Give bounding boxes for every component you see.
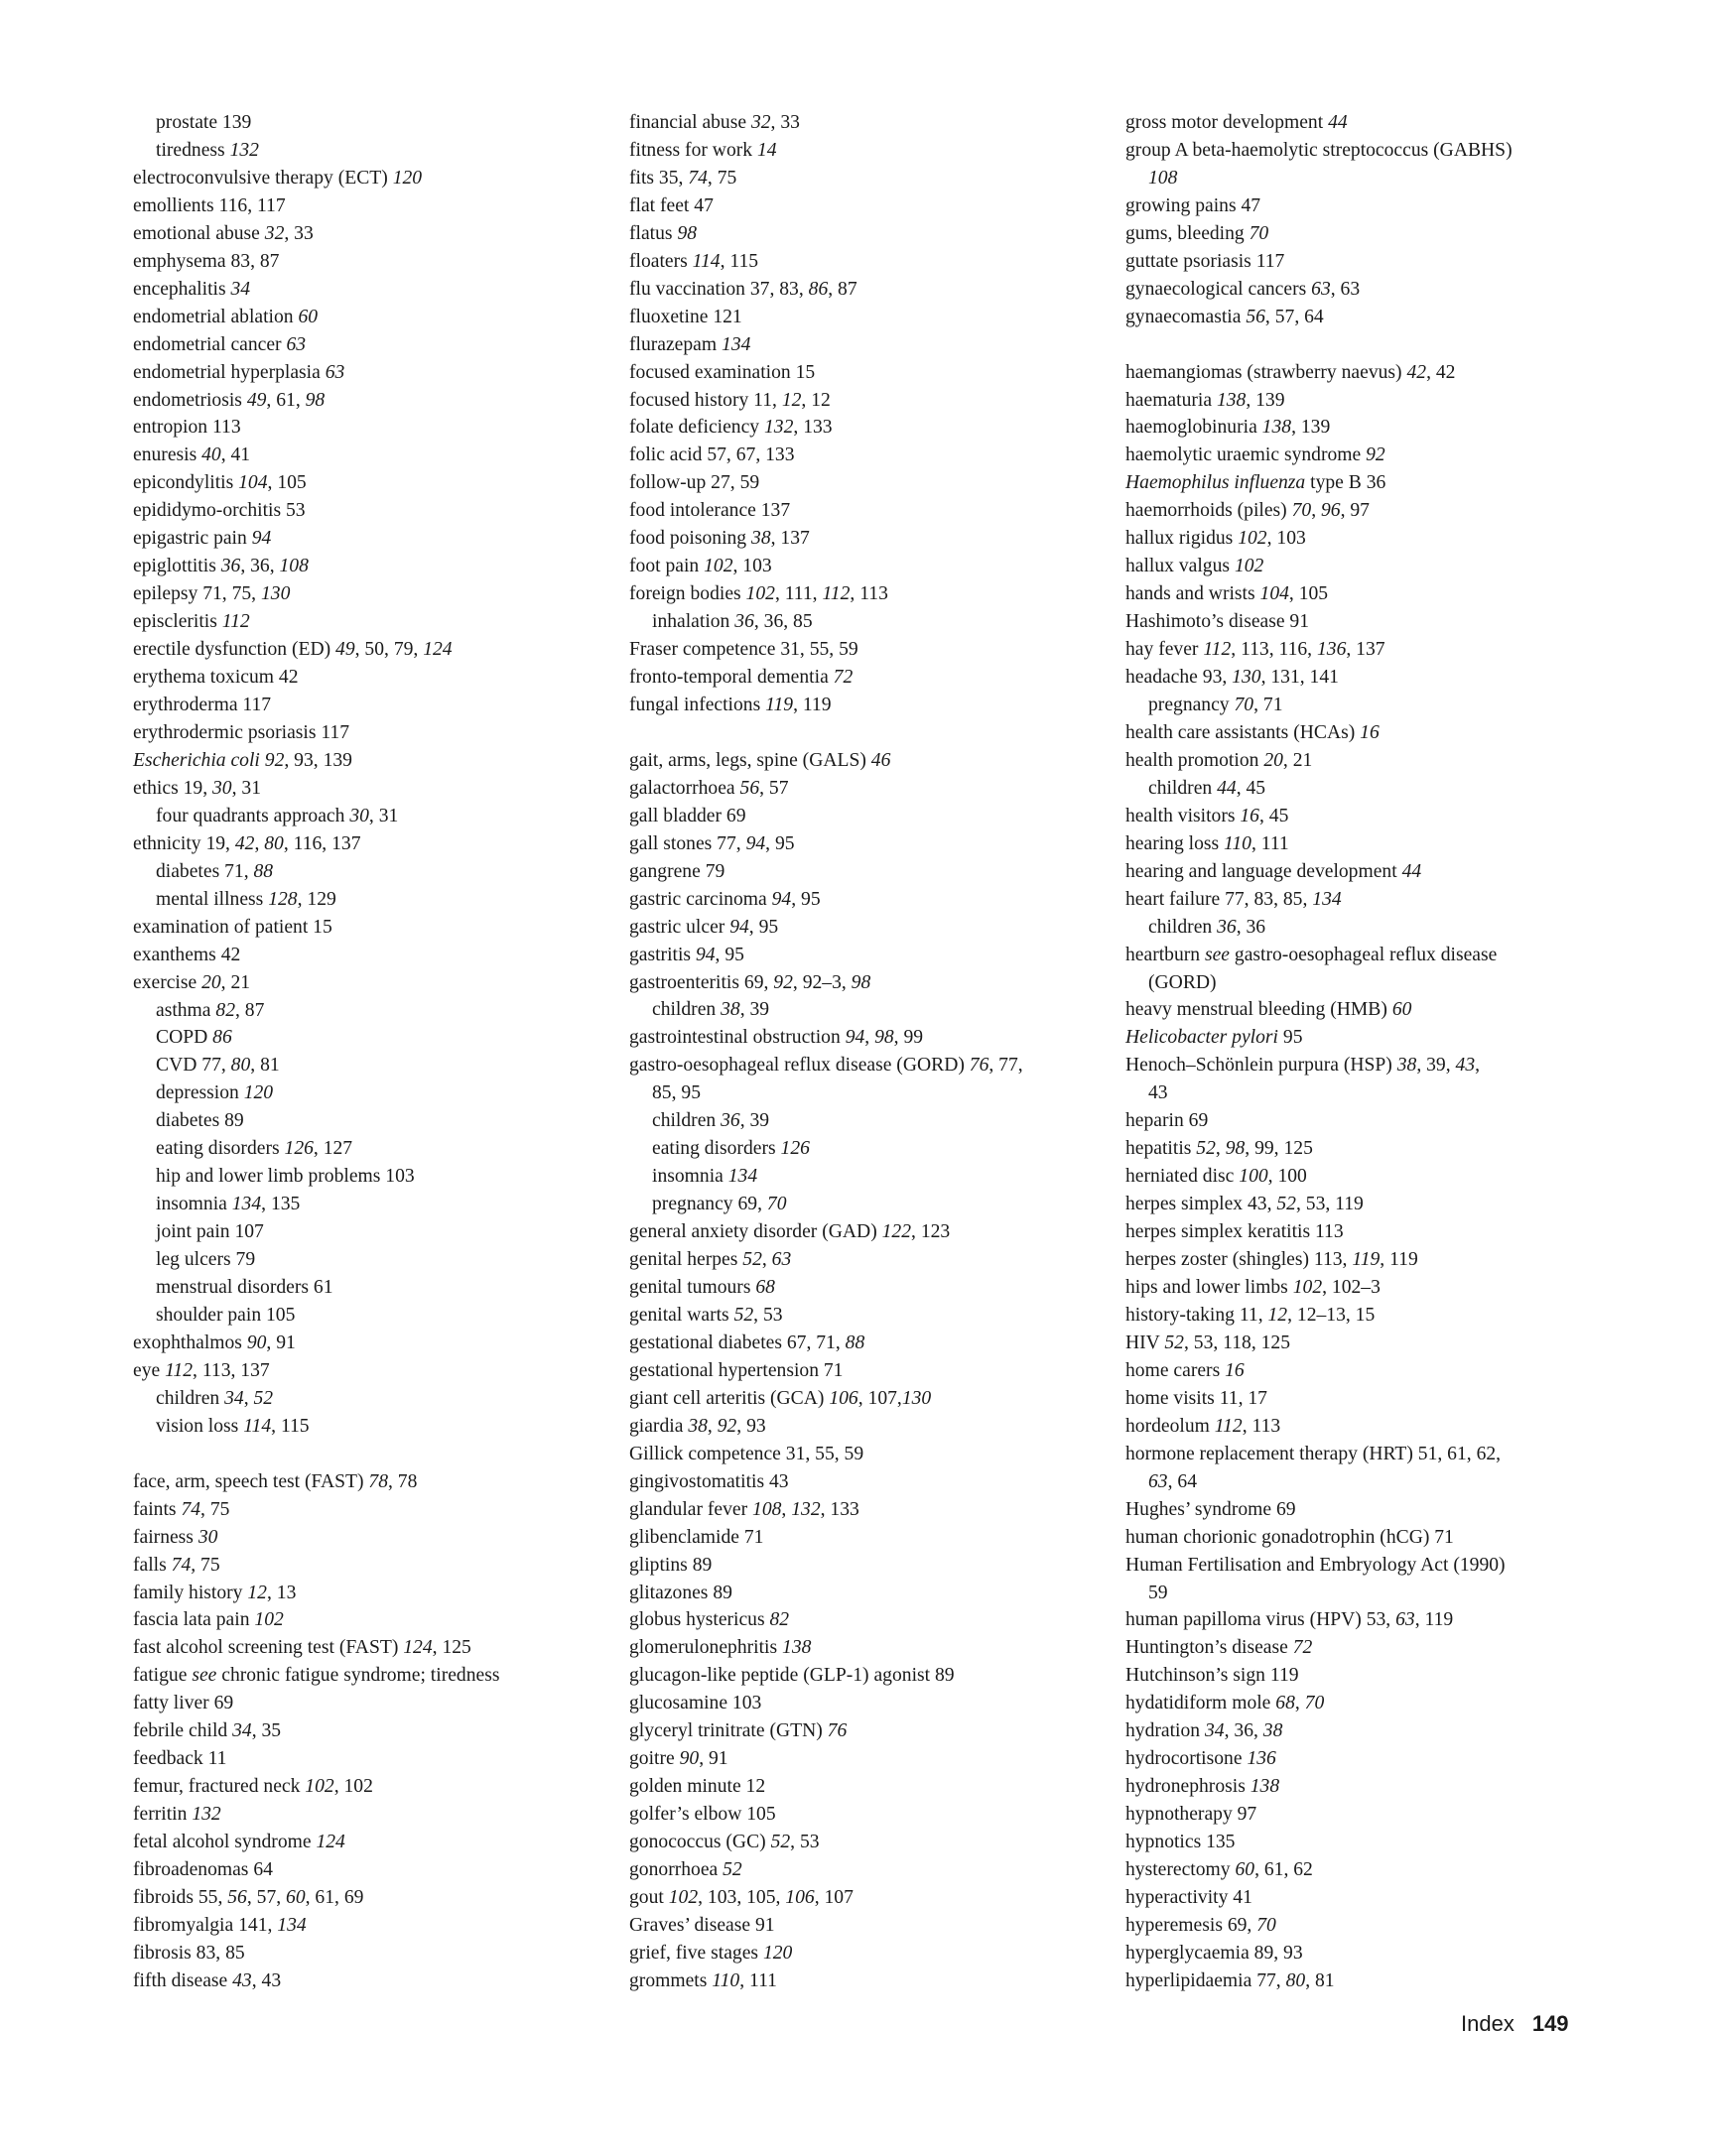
- index-entry: gastric ulcer 94, 95: [629, 916, 779, 938]
- index-entry: genital herpes 52, 63: [629, 1249, 792, 1271]
- index-entry: ethnicity 19, 42, 80, 116, 137: [133, 832, 361, 854]
- index-entry-continuation: (GORD): [1148, 971, 1217, 993]
- section-gap: [133, 1441, 599, 1468]
- index-entry: focused examination 15: [629, 361, 816, 383]
- index-entry: gestational hypertension 71: [629, 1359, 844, 1381]
- index-entry: hallux rigidus 102, 103: [1125, 528, 1306, 550]
- index-entry: haemangiomas (strawberry naevus) 42, 42: [1125, 361, 1456, 383]
- index-entry: hearing and language development 44: [1125, 860, 1422, 882]
- index-entry: foot pain 102, 103: [629, 556, 772, 577]
- index-entry: folate deficiency 132, 133: [629, 417, 833, 439]
- index-entry: heparin 69: [1125, 1110, 1209, 1132]
- index-entry: gall stones 77, 94, 95: [629, 832, 795, 854]
- index-entry: giant cell arteritis (GCA) 106, 107,130: [629, 1387, 932, 1409]
- page-footer: [1461, 2011, 1569, 2037]
- index-entry: epigastric pain 94: [133, 528, 272, 550]
- index-entry: Escherichia coli 92, 93, 139: [133, 749, 352, 771]
- index-entry: genital warts 52, 53: [629, 1304, 783, 1326]
- index-entry: guttate psoriasis 117: [1125, 250, 1285, 272]
- index-entry: human chorionic gonadotrophin (hCG) 71: [1125, 1526, 1454, 1548]
- index-entry: Huntington’s disease 72: [1125, 1637, 1313, 1659]
- index-entry: gait, arms, legs, spine (GALS) 46: [629, 749, 891, 771]
- index-subentry: vision loss 114, 115: [156, 1415, 310, 1437]
- index-entry: heavy menstrual bleeding (HMB) 60: [1125, 999, 1412, 1021]
- index-entry: home visits 11, 17: [1125, 1387, 1267, 1409]
- index-entry: hydration 34, 36, 38: [1125, 1720, 1283, 1742]
- index-entry: ethics 19, 30, 31: [133, 777, 261, 799]
- index-subentry: children 34, 52: [156, 1387, 274, 1409]
- index-entry: gastro-oesophageal reflux disease (GORD) 76, 77,: [629, 1055, 1023, 1077]
- index-entry: focused history 11, 12, 12: [629, 389, 831, 411]
- index-column-1: [133, 109, 599, 1995]
- index-entry: gout 102, 103, 105, 106, 107: [629, 1886, 854, 1908]
- index-entry: gall bladder 69: [629, 805, 746, 826]
- index-entry: family history 12, 13: [133, 1582, 297, 1603]
- index-subentry: diabetes 71, 88: [156, 860, 274, 882]
- index-entry: hips and lower limbs 102, 102–3: [1125, 1277, 1381, 1299]
- index-entry: flatus 98: [629, 222, 698, 244]
- index-entry: flurazepam 134: [629, 333, 751, 355]
- index-entry: glomerulonephritis 138: [629, 1637, 812, 1659]
- index-entry: eye 112, 113, 137: [133, 1359, 270, 1381]
- index-entry: herpes simplex keratitis 113: [1125, 1221, 1344, 1243]
- index-entry: gastric carcinoma 94, 95: [629, 888, 821, 910]
- index-entry: exercise 20, 21: [133, 971, 251, 993]
- index-subentry: children 36, 36: [1148, 916, 1266, 938]
- index-entry: Fraser competence 31, 55, 59: [629, 639, 858, 661]
- index-entry: hay fever 112, 113, 116, 136, 137: [1125, 639, 1385, 661]
- index-subentry: children 36, 39: [652, 1110, 770, 1132]
- index-entry: Gillick competence 31, 55, 59: [629, 1443, 864, 1464]
- index-entry: foreign bodies 102, 111, 112, 113: [629, 583, 888, 605]
- index-entry: Hughes’ syndrome 69: [1125, 1498, 1296, 1520]
- index-entry: face, arm, speech test (FAST) 78, 78: [133, 1470, 418, 1492]
- index-entry: hysterectomy 60, 61, 62: [1125, 1859, 1313, 1881]
- index-entry: human papilloma virus (HPV) 53, 63, 119: [1125, 1609, 1454, 1631]
- index-entry: fungal infections 119, 119: [629, 695, 832, 716]
- index-entry: haemorrhoids (piles) 70, 96, 97: [1125, 500, 1370, 522]
- index-entry: health care assistants (HCAs) 16: [1125, 721, 1380, 743]
- index-entry: gums, bleeding 70: [1125, 222, 1269, 244]
- index-entry: endometrial ablation 60: [133, 306, 319, 327]
- index-entry: folic acid 57, 67, 133: [629, 444, 795, 466]
- index-entry: exophthalmos 90, 91: [133, 1332, 296, 1353]
- index-entry: faints 74, 75: [133, 1498, 230, 1520]
- index-entry: gonorrhoea 52: [629, 1859, 742, 1881]
- index-entry: gynaecological cancers 63, 63: [1125, 278, 1361, 300]
- index-entry: gonococcus (GC) 52, 53: [629, 1832, 820, 1853]
- index-entry: glucosamine 103: [629, 1693, 762, 1714]
- index-entry: hyperlipidaemia 77, 80, 81: [1125, 1969, 1335, 1991]
- index-entry: Hashimoto’s disease 91: [1125, 611, 1310, 633]
- index-entry: hands and wrists 104, 105: [1125, 583, 1329, 605]
- index-entry: erythrodermic psoriasis 117: [133, 721, 350, 743]
- index-entry: heartburn see gastro-oesophageal reflux disease: [1125, 944, 1498, 965]
- index-entry-continuation: 108: [1148, 167, 1178, 189]
- index-entry: gynaecomastia 56, 57, 64: [1125, 306, 1324, 327]
- index-entry: haemolytic uraemic syndrome 92: [1125, 444, 1385, 466]
- index-subentry: mental illness 128, 129: [156, 888, 336, 910]
- index-entry: hallux valgus 102: [1125, 556, 1264, 577]
- index-entry: food poisoning 38, 137: [629, 528, 810, 550]
- index-entry: falls 74, 75: [133, 1554, 220, 1576]
- index-entry: follow-up 27, 59: [629, 472, 760, 494]
- index-entry: fascia lata pain 102: [133, 1609, 284, 1631]
- index-entry: endometrial hyperplasia 63: [133, 361, 345, 383]
- index-subentry: COPD 86: [156, 1027, 232, 1049]
- index-subentry: four quadrants approach 30, 31: [156, 805, 399, 826]
- index-entry: fast alcohol screening test (FAST) 124, 125: [133, 1637, 471, 1659]
- index-column-2: [629, 109, 1106, 1995]
- index-entry: flu vaccination 37, 83, 86, 87: [629, 278, 857, 300]
- index-subentry: children 44, 45: [1148, 777, 1266, 799]
- section-gap: [1125, 331, 1597, 359]
- index-entry: fatty liver 69: [133, 1693, 234, 1714]
- index-entry: gastritis 94, 95: [629, 944, 744, 965]
- index-entry: hyperactivity 41: [1125, 1886, 1252, 1908]
- index-entry: gestational diabetes 67, 71, 88: [629, 1332, 865, 1353]
- index-entry: fetal alcohol syndrome 124: [133, 1832, 345, 1853]
- index-entry: fibrosis 83, 85: [133, 1942, 245, 1964]
- index-entry: floaters 114, 115: [629, 250, 759, 272]
- index-entry: hepatitis 52, 98, 99, 125: [1125, 1138, 1313, 1160]
- index-entry: glitazones 89: [629, 1582, 732, 1603]
- index-entry: gross motor development 44: [1125, 112, 1348, 133]
- index-entry: femur, fractured neck 102, 102: [133, 1776, 373, 1798]
- index-entry: gastroenteritis 69, 92, 92–3, 98: [629, 971, 871, 993]
- index-entry: emollients 116, 117: [133, 194, 286, 216]
- index-entry: group A beta-haemolytic streptococcus (GABHS): [1125, 139, 1513, 161]
- index-entry: hormone replacement therapy (HRT) 51, 61, 62,: [1125, 1443, 1502, 1464]
- index-subentry: inhalation 36, 36, 85: [652, 611, 813, 633]
- index-entry: febrile child 34, 35: [133, 1720, 282, 1742]
- index-entry: goitre 90, 91: [629, 1748, 728, 1770]
- index-entry: glibenclamide 71: [629, 1526, 764, 1548]
- index-entry: fibroadenomas 64: [133, 1859, 273, 1881]
- index-entry: hydrocortisone 136: [1125, 1748, 1276, 1770]
- index-subentry: insomnia 134: [652, 1166, 758, 1188]
- index-entry: fluoxetine 121: [629, 306, 742, 327]
- page-number: 149: [1531, 2011, 1569, 2036]
- index-entry: fatigue see chronic fatigue syndrome; tiredness: [133, 1665, 500, 1687]
- index-entry: electroconvulsive therapy (ECT) 120: [133, 167, 423, 189]
- index-entry: entropion 113: [133, 417, 241, 439]
- index-entry: episcleritis 112: [133, 611, 250, 633]
- index-subentry: eating disorders 126: [652, 1138, 810, 1160]
- index-entry: emotional abuse 32, 33: [133, 222, 314, 244]
- index-entry: Helicobacter pylori 95: [1125, 1027, 1303, 1049]
- index-entry: golden minute 12: [629, 1776, 766, 1798]
- index-entry: glandular fever 108, 132, 133: [629, 1498, 859, 1520]
- index-entry: hypnotherapy 97: [1125, 1804, 1257, 1826]
- index-subentry: depression 120: [156, 1082, 274, 1104]
- index-entry: fitness for work 14: [629, 139, 777, 161]
- index-entry: health visitors 16, 45: [1125, 805, 1289, 826]
- index-entry: endometrial cancer 63: [133, 333, 307, 355]
- index-entry: hearing loss 110, 111: [1125, 832, 1289, 854]
- index-entry: hordeolum 112, 113: [1125, 1415, 1281, 1437]
- index-entry: glucagon-like peptide (GLP-1) agonist 89: [629, 1665, 955, 1687]
- index-entry: haemoglobinuria 138, 139: [1125, 417, 1331, 439]
- index-entry: encephalitis 34: [133, 278, 251, 300]
- index-entry: enuresis 40, 41: [133, 444, 251, 466]
- index-entry: Graves’ disease 91: [629, 1914, 775, 1936]
- index-entry: hypnotics 135: [1125, 1832, 1236, 1853]
- index-entry: epicondylitis 104, 105: [133, 472, 307, 494]
- index-subentry: diabetes 89: [156, 1110, 244, 1132]
- index-entry: ferritin 132: [133, 1804, 221, 1826]
- index-entry: fibroids 55, 56, 57, 60, 61, 69: [133, 1886, 364, 1908]
- index-entry: epididymo-orchitis 53: [133, 500, 306, 522]
- index-entry: home carers 16: [1125, 1359, 1245, 1381]
- index-entry: hyperemesis 69, 70: [1125, 1914, 1276, 1936]
- index-entry: health promotion 20, 21: [1125, 749, 1313, 771]
- index-entry: Hutchinson’s sign 119: [1125, 1665, 1299, 1687]
- index-entry: gliptins 89: [629, 1554, 713, 1576]
- index-entry: fairness 30: [133, 1526, 218, 1548]
- index-entry: headache 93, 130, 131, 141: [1125, 667, 1339, 689]
- index-entry: grief, five stages 120: [629, 1942, 793, 1964]
- index-entry: glyceryl trinitrate (GTN) 76: [629, 1720, 848, 1742]
- index-subentry: children 38, 39: [652, 999, 770, 1021]
- index-subentry: shoulder pain 105: [156, 1304, 296, 1326]
- index-column-3: [1125, 109, 1597, 1995]
- index-subentry: eating disorders 126, 127: [156, 1138, 353, 1160]
- index-entry: general anxiety disorder (GAD) 122, 123: [629, 1221, 951, 1243]
- index-subentry: leg ulcers 79: [156, 1249, 256, 1271]
- index-entry: herpes zoster (shingles) 113, 119, 119: [1125, 1249, 1418, 1271]
- footer-label: Index: [1461, 2011, 1514, 2036]
- index-entry: gastrointestinal obstruction 94, 98, 99: [629, 1027, 924, 1049]
- index-subentry: asthma 82, 87: [156, 999, 265, 1021]
- index-entry: genital tumours 68: [629, 1277, 775, 1299]
- index-entry: giardia 38, 92, 93: [629, 1415, 766, 1437]
- index-subentry: hip and lower limb problems 103: [156, 1166, 415, 1188]
- index-entry: endometriosis 49, 61, 98: [133, 389, 326, 411]
- index-subentry: prostate 139: [156, 112, 252, 133]
- index-entry: Henoch–Schönlein purpura (HSP) 38, 39, 43,: [1125, 1055, 1481, 1077]
- index-entry: herpes simplex 43, 52, 53, 119: [1125, 1194, 1364, 1215]
- index-subentry: joint pain 107: [156, 1221, 264, 1243]
- index-entry: gangrene 79: [629, 860, 725, 882]
- index-entry: golfer’s elbow 105: [629, 1804, 776, 1826]
- index-entry: grommets 110, 111: [629, 1969, 777, 1991]
- index-entry-continuation: 43: [1148, 1082, 1168, 1104]
- index-entry: haematuria 138, 139: [1125, 389, 1285, 411]
- index-entry: fits 35, 74, 75: [629, 167, 737, 189]
- index-entry: hydatidiform mole 68, 70: [1125, 1693, 1325, 1714]
- index-entry: fibromyalgia 141, 134: [133, 1914, 307, 1936]
- index-entry: growing pains 47: [1125, 194, 1261, 216]
- index-entry: erythroderma 117: [133, 695, 272, 716]
- index-subentry: pregnancy 70, 71: [1148, 695, 1283, 715]
- index-entry: epiglottitis 36, 36, 108: [133, 556, 309, 577]
- index-entry: erectile dysfunction (ED) 49, 50, 79, 124: [133, 639, 453, 661]
- index-entry: flat feet 47: [629, 194, 714, 216]
- index-entry: financial abuse 32, 33: [629, 112, 800, 133]
- index-entry: hydronephrosis 138: [1125, 1776, 1280, 1798]
- index-entry: examination of patient 15: [133, 916, 332, 938]
- index-entry: Human Fertilisation and Embryology Act (1990): [1125, 1554, 1506, 1576]
- index-entry-continuation: 59: [1148, 1582, 1168, 1603]
- index-subentry: CVD 77, 80, 81: [156, 1055, 280, 1077]
- section-gap: [629, 719, 1106, 747]
- index-entry: feedback 11: [133, 1748, 227, 1770]
- index-entry: exanthems 42: [133, 944, 241, 965]
- index-entry: history-taking 11, 12, 12–13, 15: [1125, 1304, 1376, 1326]
- index-subentry: pregnancy 69, 70: [652, 1194, 787, 1215]
- index-entry: erythema toxicum 42: [133, 667, 299, 689]
- index-subentry: menstrual disorders 61: [156, 1277, 333, 1299]
- index-entry: heart failure 77, 83, 85, 134: [1125, 888, 1342, 910]
- index-entry-continuation: 85, 95: [652, 1082, 701, 1104]
- index-entry: gingivostomatitis 43: [629, 1470, 789, 1492]
- index-entry: globus hystericus 82: [629, 1609, 790, 1631]
- index-entry: food intolerance 137: [629, 500, 791, 522]
- index-entry: epilepsy 71, 75, 130: [133, 583, 291, 605]
- index-subentry: tiredness 132: [156, 139, 259, 161]
- index-entry: herniated disc 100, 100: [1125, 1166, 1307, 1188]
- index-entry: fifth disease 43, 43: [133, 1969, 282, 1991]
- index-entry: Haemophilus influenza type B 36: [1125, 472, 1386, 494]
- index-entry: fronto-temporal dementia 72: [629, 667, 854, 689]
- index-entry: galactorrhoea 56, 57: [629, 777, 789, 799]
- index-subentry: insomnia 134, 135: [156, 1194, 301, 1215]
- index-entry: hyperglycaemia 89, 93: [1125, 1942, 1303, 1964]
- index-entry-continuation: 63, 64: [1148, 1470, 1197, 1492]
- index-entry: emphysema 83, 87: [133, 250, 280, 272]
- index-entry: HIV 52, 53, 118, 125: [1125, 1332, 1291, 1353]
